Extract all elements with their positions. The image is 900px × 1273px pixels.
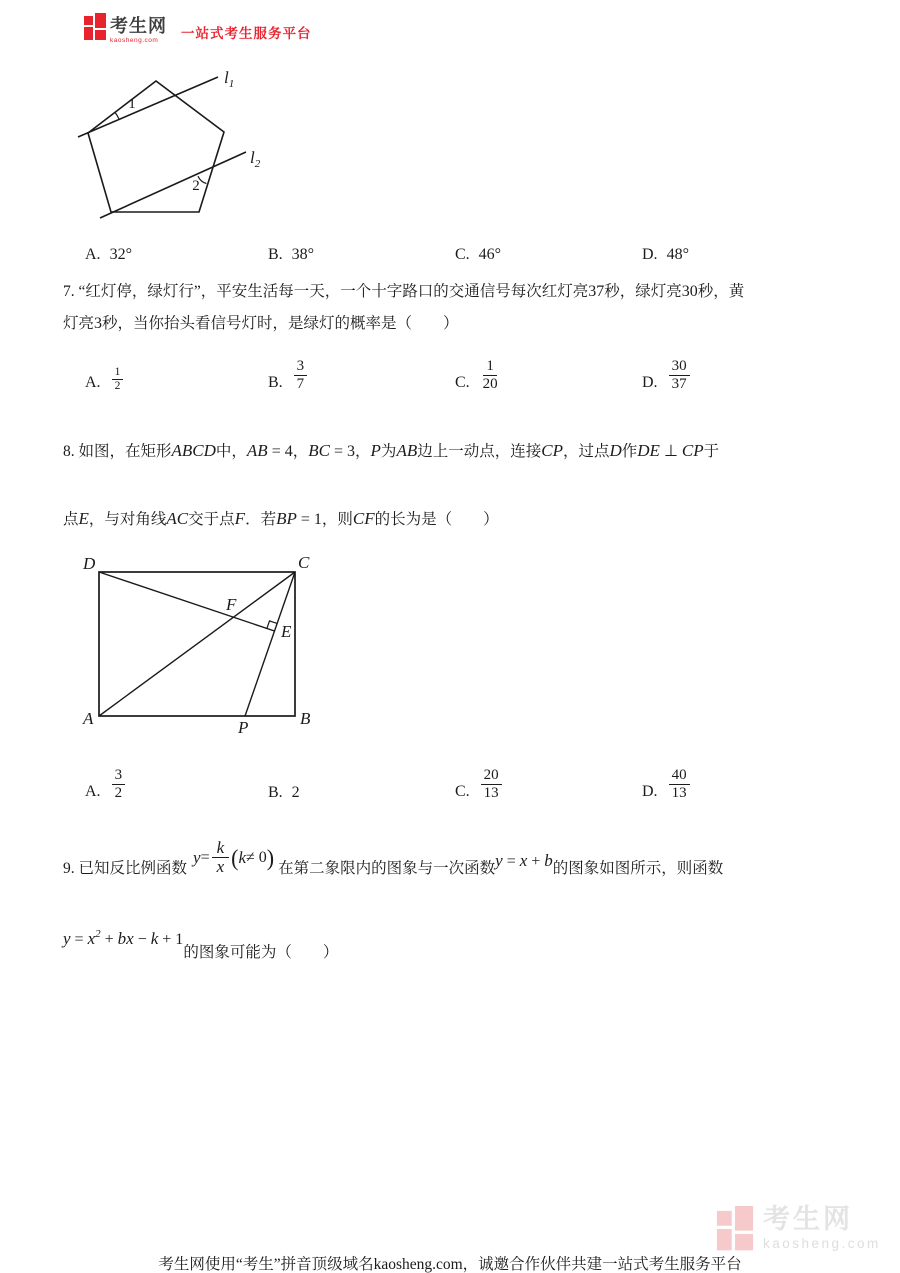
q9-text-segment: 的图象可能为（ ） xyxy=(183,944,339,961)
q8-math-segment: D xyxy=(609,441,622,460)
q8-math-segment: BC xyxy=(308,441,330,460)
q9-math-segment: b xyxy=(544,851,553,870)
fraction-numerator: 3 xyxy=(112,767,126,785)
q9-math-segment: ≠ 0 xyxy=(246,848,267,866)
q7-option-a xyxy=(85,350,123,393)
q7-options-row xyxy=(0,350,900,393)
q9-text-segment: 的图象如图所示，则函数 xyxy=(552,860,724,877)
option-value: 48° xyxy=(666,246,689,263)
watermark-brand: 考生网 xyxy=(763,1204,853,1234)
label-E: E xyxy=(281,622,292,641)
fraction-denominator: 2 xyxy=(114,379,121,392)
footer-text: 考生网使用“考生”拼音顶级域名kaosheng.com，诚邀合作伙伴共建一站式考生服务平台 xyxy=(158,1256,742,1273)
option-label: A. xyxy=(85,374,101,391)
close-paren: ) xyxy=(266,844,275,871)
diagonal-ac xyxy=(99,572,295,716)
watermark-text-block xyxy=(763,1206,881,1251)
fraction-denominator: 13 xyxy=(483,785,499,802)
q9-math-segment: y xyxy=(193,847,201,867)
option-value: 2 xyxy=(291,784,300,801)
option-label: B. xyxy=(268,246,283,263)
q8-math-segment: ABCD xyxy=(171,441,216,460)
q7-text-segment: 秒，黄 xyxy=(697,283,745,300)
q8-text-segment: 于 xyxy=(703,443,720,460)
q8-text-segment: ，则 xyxy=(321,511,353,528)
rectangle-abcd-figure xyxy=(60,552,345,747)
q7-text-line1 xyxy=(63,279,744,301)
line-l2 xyxy=(100,152,246,218)
exponent: 2 xyxy=(95,928,101,940)
q8-option-c xyxy=(455,757,502,802)
brand-block xyxy=(110,13,167,44)
q8-math-segment: AB xyxy=(396,441,418,460)
q7-option-b xyxy=(268,350,307,393)
label-l1: $l_1$ xyxy=(224,68,235,90)
q8-text-line1 xyxy=(63,439,719,461)
option-value: 46° xyxy=(478,246,502,263)
option-label: D. xyxy=(642,783,658,800)
q8-text-segment: ， xyxy=(292,443,309,460)
q7-number: 3 xyxy=(94,315,103,332)
q8-math-segment: = 1 xyxy=(296,511,322,528)
q7-text-segment: 秒，绿灯亮 xyxy=(604,283,682,300)
footer-watermark xyxy=(713,1206,881,1252)
q9-math-segment: x xyxy=(87,929,96,948)
q7-number: 37 xyxy=(588,283,605,300)
q8-text-segment: 为 xyxy=(380,443,397,460)
fraction-denominator: x xyxy=(216,857,225,877)
q9-math-segment: + xyxy=(527,853,545,870)
q9-math-segment: x xyxy=(519,851,528,870)
q8-text-segment: 交于点 xyxy=(188,511,235,528)
option-value: 32° xyxy=(109,246,132,263)
fraction xyxy=(112,767,126,802)
q8-text-segment: ， xyxy=(355,443,371,460)
q8-option-a xyxy=(85,757,125,802)
q8-math-segment: AB xyxy=(246,441,268,460)
fraction xyxy=(669,358,690,393)
fraction-numerator: 1 xyxy=(112,366,124,380)
q8-text-segment: ．若 xyxy=(245,511,277,528)
q7-text-segment: 灯亮 xyxy=(63,315,95,332)
q9-math-segment: bx xyxy=(117,929,134,948)
fraction-denominator: 2 xyxy=(114,785,123,802)
fraction-numerator: 20 xyxy=(481,767,502,785)
q8-math-segment: ⊥ xyxy=(659,443,682,460)
q8-math-segment: = 3 xyxy=(329,443,356,460)
q8-text-segment: 点 xyxy=(63,511,79,528)
q9-math-segment: k xyxy=(238,847,247,867)
fraction-numerator: 1 xyxy=(483,358,497,376)
q9-text-segment: 在第二象限内的图象与一次函数 xyxy=(278,860,496,877)
q9-text-segment: 9. 已知反比例函数 xyxy=(63,860,188,877)
site-header xyxy=(84,13,312,44)
label-P: P xyxy=(238,718,249,737)
fraction xyxy=(481,358,500,393)
q8-math-segment: E xyxy=(78,509,89,528)
q8-text-segment: ，过点 xyxy=(562,443,610,460)
q6-option-b xyxy=(268,246,314,264)
q8-text-segment: ，与对角线 xyxy=(88,511,167,528)
q8-math-segment: CF xyxy=(352,509,375,528)
q9-math-segment: + xyxy=(100,931,118,948)
q8-text-segment: 的长为是（ ） xyxy=(374,511,499,528)
q9-text-line1 xyxy=(63,836,723,878)
line-l1 xyxy=(78,77,218,137)
fraction-denominator: 7 xyxy=(296,376,305,393)
q8-math-segment: F xyxy=(234,509,246,528)
brand-domain: kaosheng.com xyxy=(110,37,159,44)
fraction xyxy=(481,767,502,802)
q7-number: 30 xyxy=(681,283,698,300)
q7-text-segment: 7. “红灯停，绿灯行”，平安生活每一天，一个十字路口的交通信号每次红灯亮 xyxy=(63,283,589,300)
fraction-numerator: 30 xyxy=(669,358,690,376)
q8-math-segment: CP xyxy=(541,441,563,460)
q9-math-segment: + 1 xyxy=(158,931,184,948)
brand-name: 考生网 xyxy=(110,16,167,36)
label-C: C xyxy=(298,553,310,572)
q9-text-line2 xyxy=(63,925,338,962)
option-label: A. xyxy=(85,783,101,800)
option-label: C. xyxy=(455,246,470,263)
q9-math-segment: − xyxy=(133,931,151,948)
segment-cp xyxy=(245,572,295,716)
label-D: D xyxy=(83,554,96,573)
pentagon-parallel-lines-figure xyxy=(58,56,323,242)
label-B: B xyxy=(300,709,311,728)
label-l2: $l_2$ xyxy=(250,148,261,170)
q8-text-segment: 边上一动点，连接 xyxy=(417,443,542,460)
q6-option-d xyxy=(642,246,689,264)
fraction-numerator: 40 xyxy=(669,767,690,785)
q9-quadratic-formula xyxy=(63,928,183,949)
q9-math-segment: = xyxy=(502,853,520,870)
q8-math-segment: = 4 xyxy=(267,443,293,460)
q7-option-d xyxy=(642,350,690,393)
q9-math-segment: y xyxy=(63,929,71,948)
kaosheng-watermark-icon xyxy=(713,1206,757,1252)
q9-math-segment: k xyxy=(150,929,159,948)
watermark-domain: kaosheng.com xyxy=(763,1236,881,1251)
label-angle-2: 2 xyxy=(192,178,200,194)
q8-option-d xyxy=(642,757,690,802)
q8-text-line2 xyxy=(63,507,499,529)
q6-option-a xyxy=(85,246,132,264)
q9-math-segment: y xyxy=(495,851,503,870)
option-label: D. xyxy=(642,246,658,263)
label-F: F xyxy=(226,595,237,614)
fraction xyxy=(212,839,230,876)
angle1-arc xyxy=(115,113,119,119)
q8-text-segment: 作 xyxy=(621,443,638,460)
option-label: A. xyxy=(85,246,101,263)
option-label: B. xyxy=(268,784,283,801)
brand-slogan: 一站式考生服务平台 xyxy=(181,26,312,41)
q7-text-line2 xyxy=(63,311,459,333)
fraction xyxy=(112,366,124,393)
option-value: 38° xyxy=(291,246,315,263)
q9-math-segment: = xyxy=(200,848,210,866)
q8-math-segment: AC xyxy=(166,509,189,528)
fraction-numerator: k xyxy=(212,839,230,858)
q7-text-segment: 秒，当你抬头看信号灯时，是绿灯的概率是（ ） xyxy=(102,315,459,332)
option-label: C. xyxy=(455,783,470,800)
fraction-denominator: 20 xyxy=(482,376,498,393)
option-label: C. xyxy=(455,374,470,391)
fraction xyxy=(294,358,308,393)
open-paren: ( xyxy=(231,844,239,871)
option-label: B. xyxy=(268,374,283,391)
q8-math-segment: BP xyxy=(276,509,297,528)
q7-option-c xyxy=(455,350,500,393)
label-A: A xyxy=(83,709,94,728)
q8-math-segment: DE xyxy=(637,441,660,460)
q8-math-segment: P xyxy=(370,441,381,460)
q6-option-c xyxy=(455,246,501,264)
kaosheng-logo-icon xyxy=(84,13,106,41)
fraction xyxy=(669,767,690,802)
q8-option-b xyxy=(268,757,300,802)
label-angle-1: 1 xyxy=(128,96,136,112)
q8-text-segment: 8. 如图，在矩形 xyxy=(63,443,172,460)
q9-linear-formula xyxy=(495,851,553,871)
q8-options-row xyxy=(0,757,900,802)
fraction-denominator: 13 xyxy=(671,785,687,802)
option-label: D. xyxy=(642,374,658,391)
fraction-denominator: 37 xyxy=(671,376,687,393)
q8-text-segment: 中， xyxy=(215,443,247,460)
q9-inverse-function-formula xyxy=(193,839,274,876)
q8-math-segment: CP xyxy=(681,441,704,460)
q9-math-segment: = xyxy=(70,931,88,948)
fraction-numerator: 3 xyxy=(294,358,308,376)
segment-de xyxy=(99,572,275,631)
